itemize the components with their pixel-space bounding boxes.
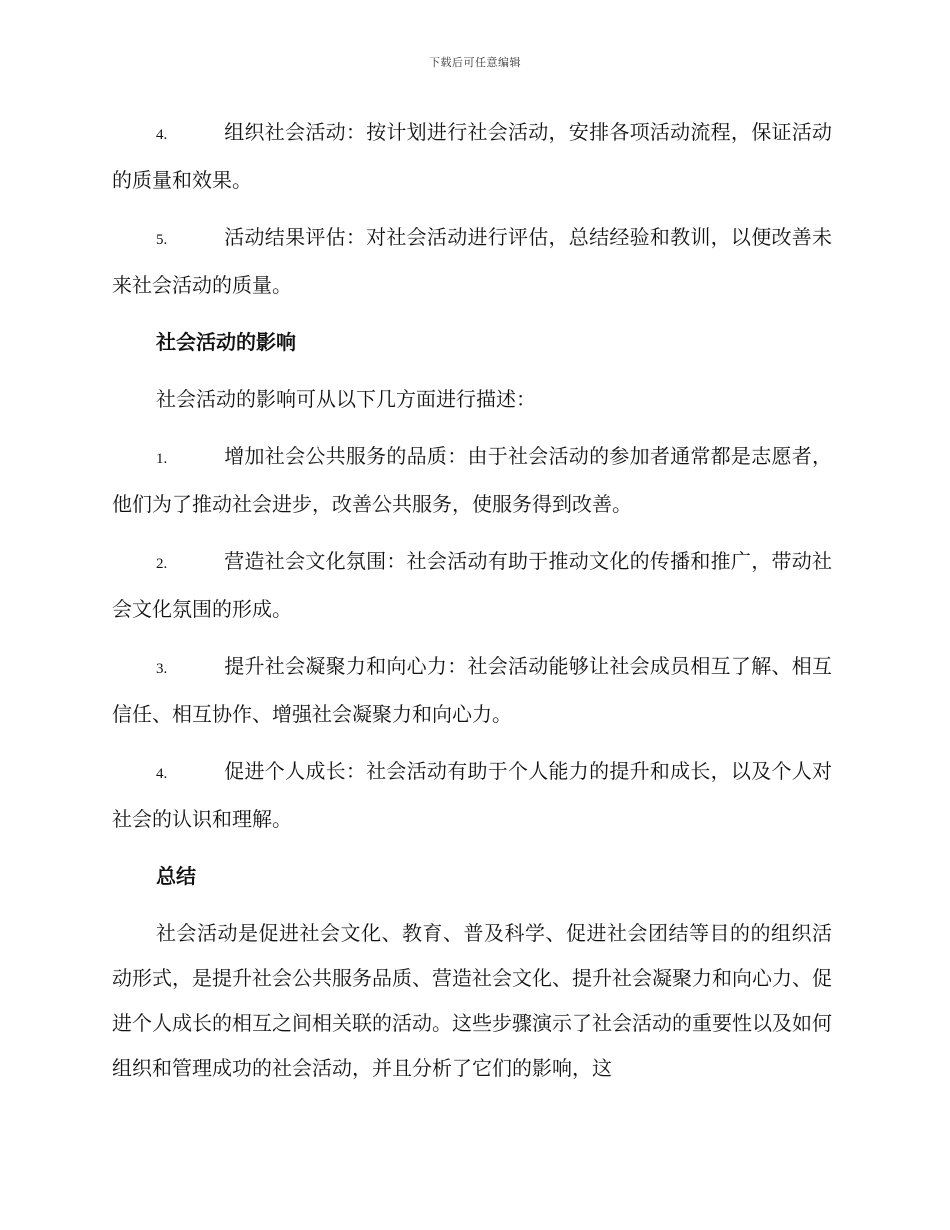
- influence-text: 营造社会文化氛围：社会活动有助于推动文化的传播和推广，带动社会文化氛围的形成。: [112, 549, 832, 621]
- header-note: 下载后可任意编辑: [429, 56, 521, 69]
- influence-item: [112, 434, 832, 527]
- influence-item: [112, 539, 832, 632]
- influence-text: 提升社会凝聚力和向心力：社会活动能够让社会成员相互了解、相互信任、相互协作、增强社会凝聚力和向心力。: [112, 654, 832, 726]
- step-number: 4.: [156, 127, 168, 143]
- influence-intro: 社会活动的影响可从以下几方面进行描述：: [156, 387, 536, 411]
- influence-item: [112, 749, 832, 842]
- step-text: 组织社会活动：按计划进行社会活动，安排各项活动流程，保证活动的质量和效果。: [112, 120, 832, 192]
- summary-paragraph: 社会活动是促进社会文化、教育、普及科学、促进社会团结等目的的组织活动形式，是提升社会公共服务品质、营造社会文化、提升社会凝聚力和向心力、促进个人成长的相互之间相关联的活动。这些步骤演示了社会活动的重要性以及如何组织和管理成功的社会活动，并且分析了它们的影响，这: [112, 921, 832, 1080]
- section-heading-influence: 社会活动的影响: [156, 330, 296, 354]
- step-text: 活动结果评估：对社会活动进行评估，总结经验和教训，以便改善未来社会活动的质量。: [112, 225, 832, 297]
- influence-number: 4.: [156, 766, 168, 782]
- step-item: [112, 110, 832, 203]
- step-number: 5.: [156, 232, 168, 248]
- influence-text: 促进个人成长：社会活动有助于个人能力的提升和成长，以及个人对社会的认识和理解。: [112, 759, 832, 831]
- influence-number: 2.: [156, 556, 168, 572]
- influence-text: 增加社会公共服务的品质：由于社会活动的参加者通常都是志愿者，他们为了推动社会进步，改善公共服务，使服务得到改善。: [112, 444, 832, 516]
- influence-number: 3.: [156, 661, 168, 677]
- document-body: [112, 110, 832, 1103]
- influence-item: [112, 644, 832, 737]
- section-heading-summary: 总结: [156, 864, 196, 888]
- step-item: [112, 215, 832, 308]
- influence-number: 1.: [156, 451, 168, 467]
